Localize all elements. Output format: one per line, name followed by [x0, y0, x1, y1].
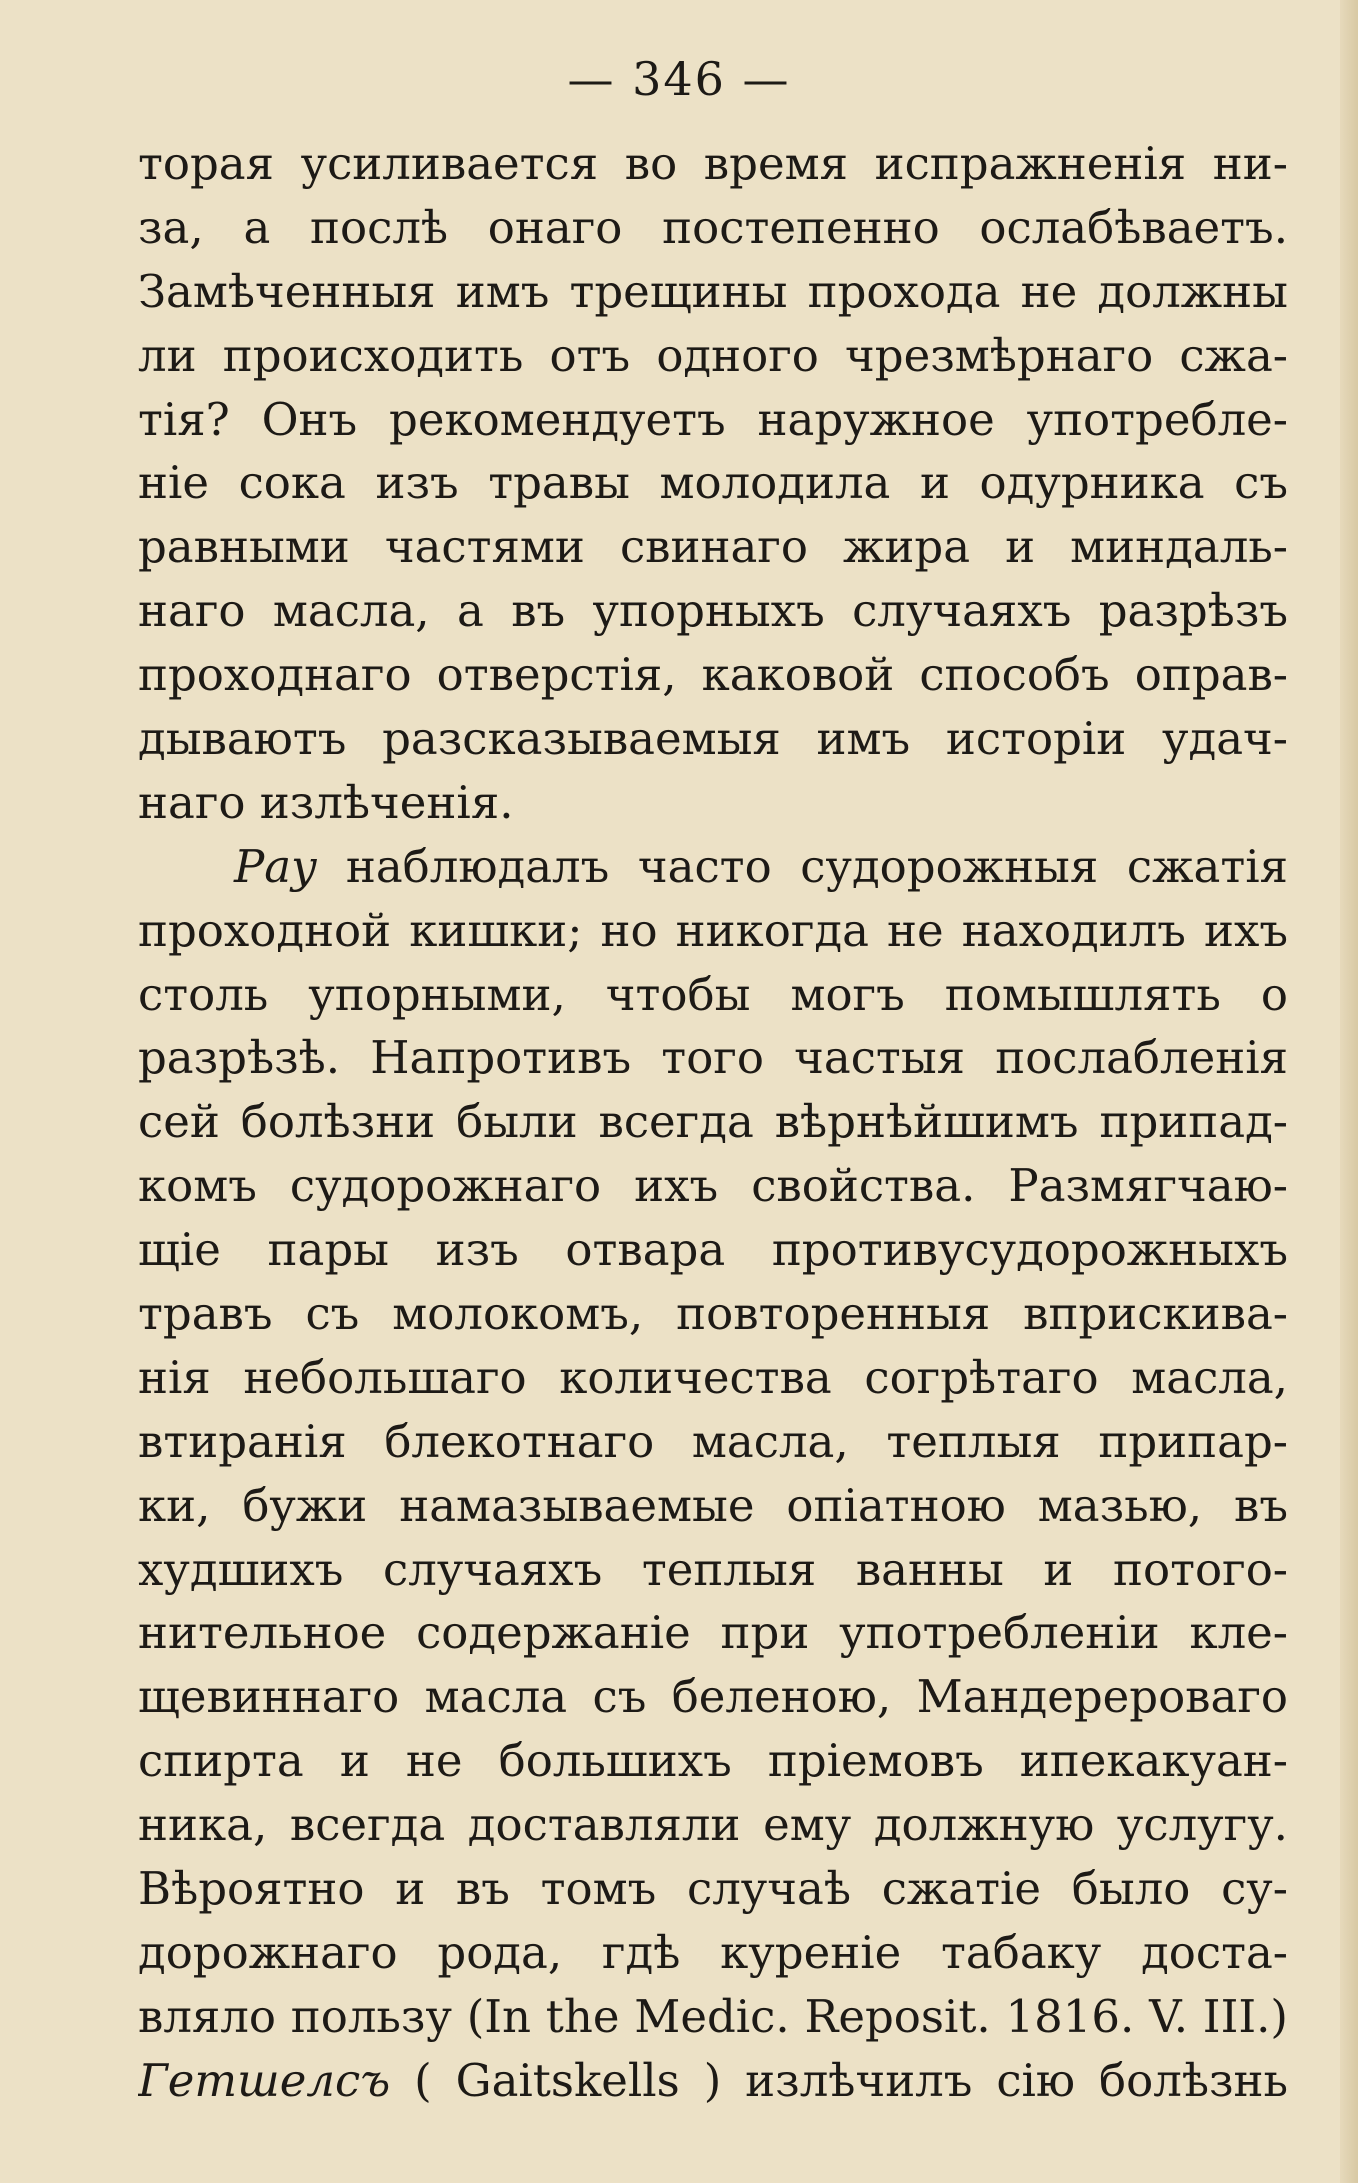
- text-line: разрѣзѣ. Напротивъ того частыя послабленія: [138, 1031, 1288, 1085]
- text-line: втиранія блекотнаго масла, теплыя припар-: [138, 1414, 1288, 1468]
- text-line: дорожнаго рода, гдѣ куреніе табаку доста-: [138, 1925, 1288, 1979]
- text-line: проходной кишки; но никогда не находилъ ихъ: [138, 903, 1288, 957]
- text-line: спирта и не большихъ пріемовъ ипекакуан-: [138, 1734, 1288, 1788]
- text-line: сей болѣзни были всегда вѣрнѣйшимъ припад-: [138, 1095, 1288, 1149]
- text-line: комъ судорожнаго ихъ свойства. Размягчаю-: [138, 1159, 1288, 1213]
- text-line: нія небольшаго количества согрѣтаго масла,: [138, 1350, 1288, 1404]
- text-line: ника, всегда доставляли ему должную услугу.: [138, 1798, 1288, 1852]
- text-line-rest: ( Gaitskells ) излѣчилъ сію болѣзнь: [390, 2053, 1288, 2107]
- page-edge: [1340, 0, 1358, 2183]
- text-line: худшихъ случаяхъ теплыя ванны и потого-: [138, 1542, 1288, 1596]
- text-line: наго излѣченія.: [138, 775, 514, 829]
- text-line: тія? Онъ рекомендуетъ наружное употребле-: [138, 392, 1288, 446]
- page-number: — 346 —: [567, 52, 791, 106]
- text-line: равными частями свинаго жира и миндаль-: [138, 520, 1288, 574]
- author-name: Гетшелсъ: [138, 2053, 391, 2107]
- text-line: за, а послѣ онаго постепенно ослабѣваетъ.: [138, 200, 1288, 254]
- text-line-rest: наблюдалъ часто судорожныя сжатія: [317, 839, 1288, 893]
- text-line: щіе пары изъ отвара противусудорожныхъ: [138, 1223, 1288, 1277]
- text-line: ли происходить отъ одного чрезмѣрнаго сжа-: [138, 328, 1288, 382]
- text-line: дываютъ разсказываемыя имъ исторіи удач-: [138, 712, 1288, 766]
- body-text: [138, 132, 1288, 2113]
- text-line: [138, 2049, 1288, 2113]
- text-line: ки, бужи намазываемые опіатною мазью, въ: [138, 1478, 1288, 1532]
- text-line: вляло пользу (In the Medic. Reposit. 1816. V. III.): [138, 1989, 1288, 2043]
- text-line: торая усиливается во время испражненія ни-: [138, 137, 1288, 190]
- text-line: столь упорными, чтобы могъ помышлять о: [138, 967, 1288, 1021]
- text-line: травъ съ молокомъ, повторенныя вприскива-: [138, 1287, 1288, 1341]
- text-line: ніе сока изъ травы молодила и одурника съ: [138, 456, 1288, 510]
- author-name: Рау: [234, 839, 318, 893]
- text-line: [138, 835, 1288, 899]
- text-line: нительное содержаніе при употребленіи кле-: [138, 1606, 1288, 1660]
- text-line: наго масла, а въ упорныхъ случаяхъ разрѣзъ: [138, 584, 1288, 638]
- text-line: проходнаго отверстія, каковой способъ оправ-: [138, 648, 1288, 702]
- text-line: щевиннаго масла съ беленою, Мандерероваго: [138, 1670, 1288, 1724]
- text-line: Замѣченныя имъ трещины прохода не должны: [138, 264, 1288, 318]
- text-line: Вѣроятно и въ томъ случаѣ сжатіе было су-: [138, 1862, 1288, 1916]
